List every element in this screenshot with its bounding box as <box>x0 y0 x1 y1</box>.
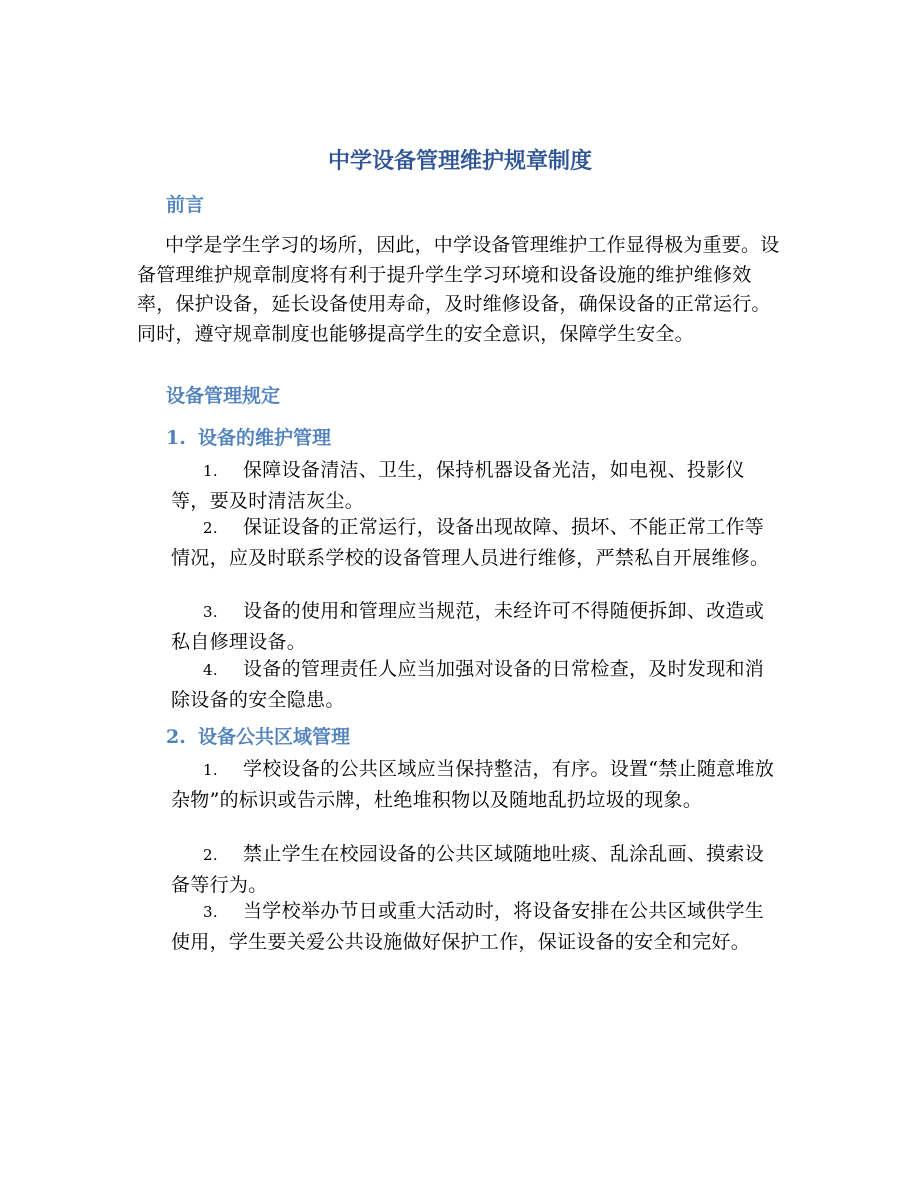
list-item-number: 1. <box>203 462 218 480</box>
list-item <box>171 840 783 900</box>
list-item-number: 3. <box>203 603 218 621</box>
preface-heading: 前言 <box>166 194 205 216</box>
list-item <box>171 755 783 815</box>
section-heading-maintenance <box>166 424 331 452</box>
preface-paragraph: 中学是学生学习的场所，因此，中学设备管理维护工作显得极为重要。设备管理维护规章制度将有利于提升学生学习环境和设备设施的维护维修效率，保护设备，延长设备使用寿命，及时维修设备，确保设备的正常运行。同时，遵守规章制度也能够提高学生的安全意识，保障学生安全。 <box>137 234 780 345</box>
section-title: 设备的维护管理 <box>198 427 332 449</box>
list-item-text: 保证设备的正常运行，设备出现故障、损坏、不能正常工作等情况，应及时联系学校的设备管理人员进行维修，严禁私自开展维修。 <box>171 516 770 569</box>
list-item <box>171 897 783 957</box>
section-number: 2. <box>166 726 186 748</box>
list-item-text: 保障设备清洁、卫生，保持机器设备光洁，如电视、投影仪等，要及时清洁灰尘。 <box>171 459 745 512</box>
section-number: 1. <box>166 427 186 449</box>
list-item-text: 禁止学生在校园设备的公共区域随地吐痰、乱涂乱画、摸索设备等行为。 <box>171 843 765 896</box>
list-item-text: 学校设备的公共区域应当保持整洁，有序。设置“禁止随意堆放杂物”的标识或告示牌，杜绝堆积物以及随地乱扔垃圾的现象。 <box>171 758 775 811</box>
list-item-number: 3. <box>203 903 218 921</box>
section-heading-public-area <box>166 723 350 751</box>
list-item-number: 1. <box>203 761 218 779</box>
section-title: 设备公共区域管理 <box>198 726 351 748</box>
list-item-number: 4. <box>203 661 218 679</box>
list-item <box>171 597 783 657</box>
list-item <box>171 456 783 516</box>
list-item-text: 设备的管理责任人应当加强对设备的日常检查，及时发现和消除设备的安全隐患。 <box>171 658 765 711</box>
list-item-number: 2. <box>203 846 218 864</box>
regulations-heading: 设备管理规定 <box>166 385 281 407</box>
list-item <box>171 513 783 573</box>
list-item <box>171 655 783 715</box>
list-item-text: 当学校举办节日或重大活动时，将设备安排在公共区域供学生使用，学生要关爱公共设施做好保护工作，保证设备的安全和完好。 <box>171 900 765 953</box>
list-item-text: 设备的使用和管理应当规范，未经许可不得随便拆卸、改造或私自修理设备。 <box>171 600 765 653</box>
document-title: 中学设备管理维护规章制度 <box>327 148 592 174</box>
list-item-number: 2. <box>203 519 218 537</box>
